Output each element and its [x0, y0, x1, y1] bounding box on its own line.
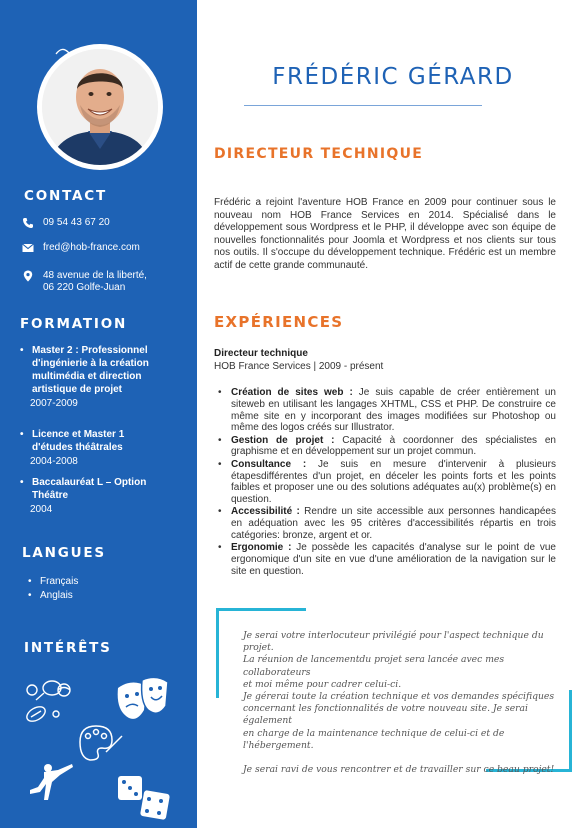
decorative-swirl-icon	[54, 44, 84, 58]
phone-icon	[22, 217, 34, 229]
experiences-heading: EXPÉRIENCES	[214, 313, 344, 331]
langues-list	[28, 575, 78, 603]
formation-item	[20, 476, 190, 516]
job-title-heading: DIRECTEUR TECHNIQUE	[214, 146, 424, 162]
sidebar	[0, 0, 197, 828]
phone-text: 09 54 43 67 20	[43, 217, 110, 228]
avatar	[42, 49, 158, 165]
email-text[interactable]: fred@hob-france.com	[43, 242, 140, 253]
portrait-illustration	[42, 49, 158, 165]
formation-title: • Master 2 : Professionnel d'ingénierie à la création multimédia et direction artistique de projet	[20, 344, 190, 396]
formation-years: 2004	[30, 504, 53, 515]
painting-palette-icon	[80, 726, 122, 760]
quote-block: Je serai votre interlocuteur privilégié pour l'aspect technique du projet. La réunion de lancementdu projet sera lancée avec mes collaborateurs et moi même pour cadrer celui-ci. Je gérerai toute la création technique et vos demandes spécifiques concernant les fonctionnalités de votre nouveau site. Je serai également en charge de la maintenance technique de celui-ci et de l'hébergement. Je serai ravi de vous rencontrer et de travailler sur ce beau projet!	[243, 630, 559, 776]
profile-photo	[37, 44, 163, 170]
rugby-ball-icon	[24, 704, 59, 724]
about-paragraph: Frédéric a rejoint l'aventure HOB France en 2009 pour continuer sous le nouveau nom HOB France Services en 2014. Spécialisé dans le développement sous Wordpress et le PHP, il développe avec son équipe de nouvelles fonctionnalités pour Joomla et Wordpress et nos clients sur tous nos outils. Il s'occupe du développement technique. Frédéric est un membre actif de cette grande communauté.	[214, 197, 556, 271]
contact-heading: CONTACT	[24, 188, 108, 204]
sports-icon	[27, 681, 70, 700]
location-pin-icon	[22, 270, 34, 282]
formation-years: 2004-2008	[30, 456, 78, 467]
list-item: • Consultance : Je suis en mesure d'intervenir à plusieurs étapesdifférentes d'un projet, en déceler les points forts et les points faibles et proposer une ou des solutions adéquates au(x) problème(s) en question.	[216, 459, 556, 506]
list-item: • Anglais	[28, 589, 78, 603]
list-item: • Accessibilité : Rendre un site accessible aux personnes handicapées en adéquation avec les 95 critères d'accessibilités répartis en trois catégories: bronze, argent et or.	[216, 506, 556, 541]
dice-icon	[118, 776, 170, 820]
formation-item	[20, 428, 190, 468]
formation-title: • Licence et Master 1 d'études théâtrales	[20, 428, 190, 454]
formation-title: • Baccalauréat L – Option Théâtre	[20, 476, 190, 502]
list-item: • Ergonomie : Je possède les capacités d'analyse sur le point de vue ergonomique d'un site en vue d'une amélioration de la navigation sur le site en question.	[216, 542, 556, 577]
page-title: FRÉDÉRIC GÉRARD	[272, 64, 514, 90]
title-divider	[244, 105, 482, 106]
contact-address	[22, 270, 147, 294]
quote-closing: Je serai ravi de vous rencontrer et de travailler sur ce beau projet!	[243, 764, 555, 776]
experience-job-title: Directeur technique	[214, 348, 308, 359]
karate-icon	[30, 764, 73, 800]
email-icon	[22, 242, 34, 254]
interests-illustrations	[0, 660, 197, 828]
list-item: • Création de sites web : Je suis capable de créer entièrement un siteweb en utilisant les langages XHTML, CSS et PHP. De construire ce même site en y incorporant des images modifiées sur Photoshop ou même des logos créés sur Illustrator.	[216, 387, 556, 434]
langues-heading: LANGUES	[22, 545, 106, 561]
list-item: • Gestion de projet : Capacité à coordonner des spécialistes en graphisme et en développement sur un projet commun.	[216, 435, 556, 459]
formation-years: 2007-2009	[30, 398, 78, 409]
contact-phone	[22, 217, 110, 229]
experience-org: HOB France Services | 2009 - présent	[214, 361, 384, 372]
formation-heading: FORMATION	[20, 316, 128, 332]
experience-list	[216, 387, 556, 578]
list-item: • Français	[28, 575, 78, 589]
interets-heading: INTÉRÊTS	[24, 640, 112, 656]
theater-masks-icon	[118, 677, 168, 718]
address-line-1: 48 avenue de la liberté,	[43, 270, 147, 281]
contact-email	[22, 242, 140, 254]
address-line-2: 06 220 Golfe-Juan	[43, 282, 126, 293]
formation-item	[20, 344, 190, 410]
